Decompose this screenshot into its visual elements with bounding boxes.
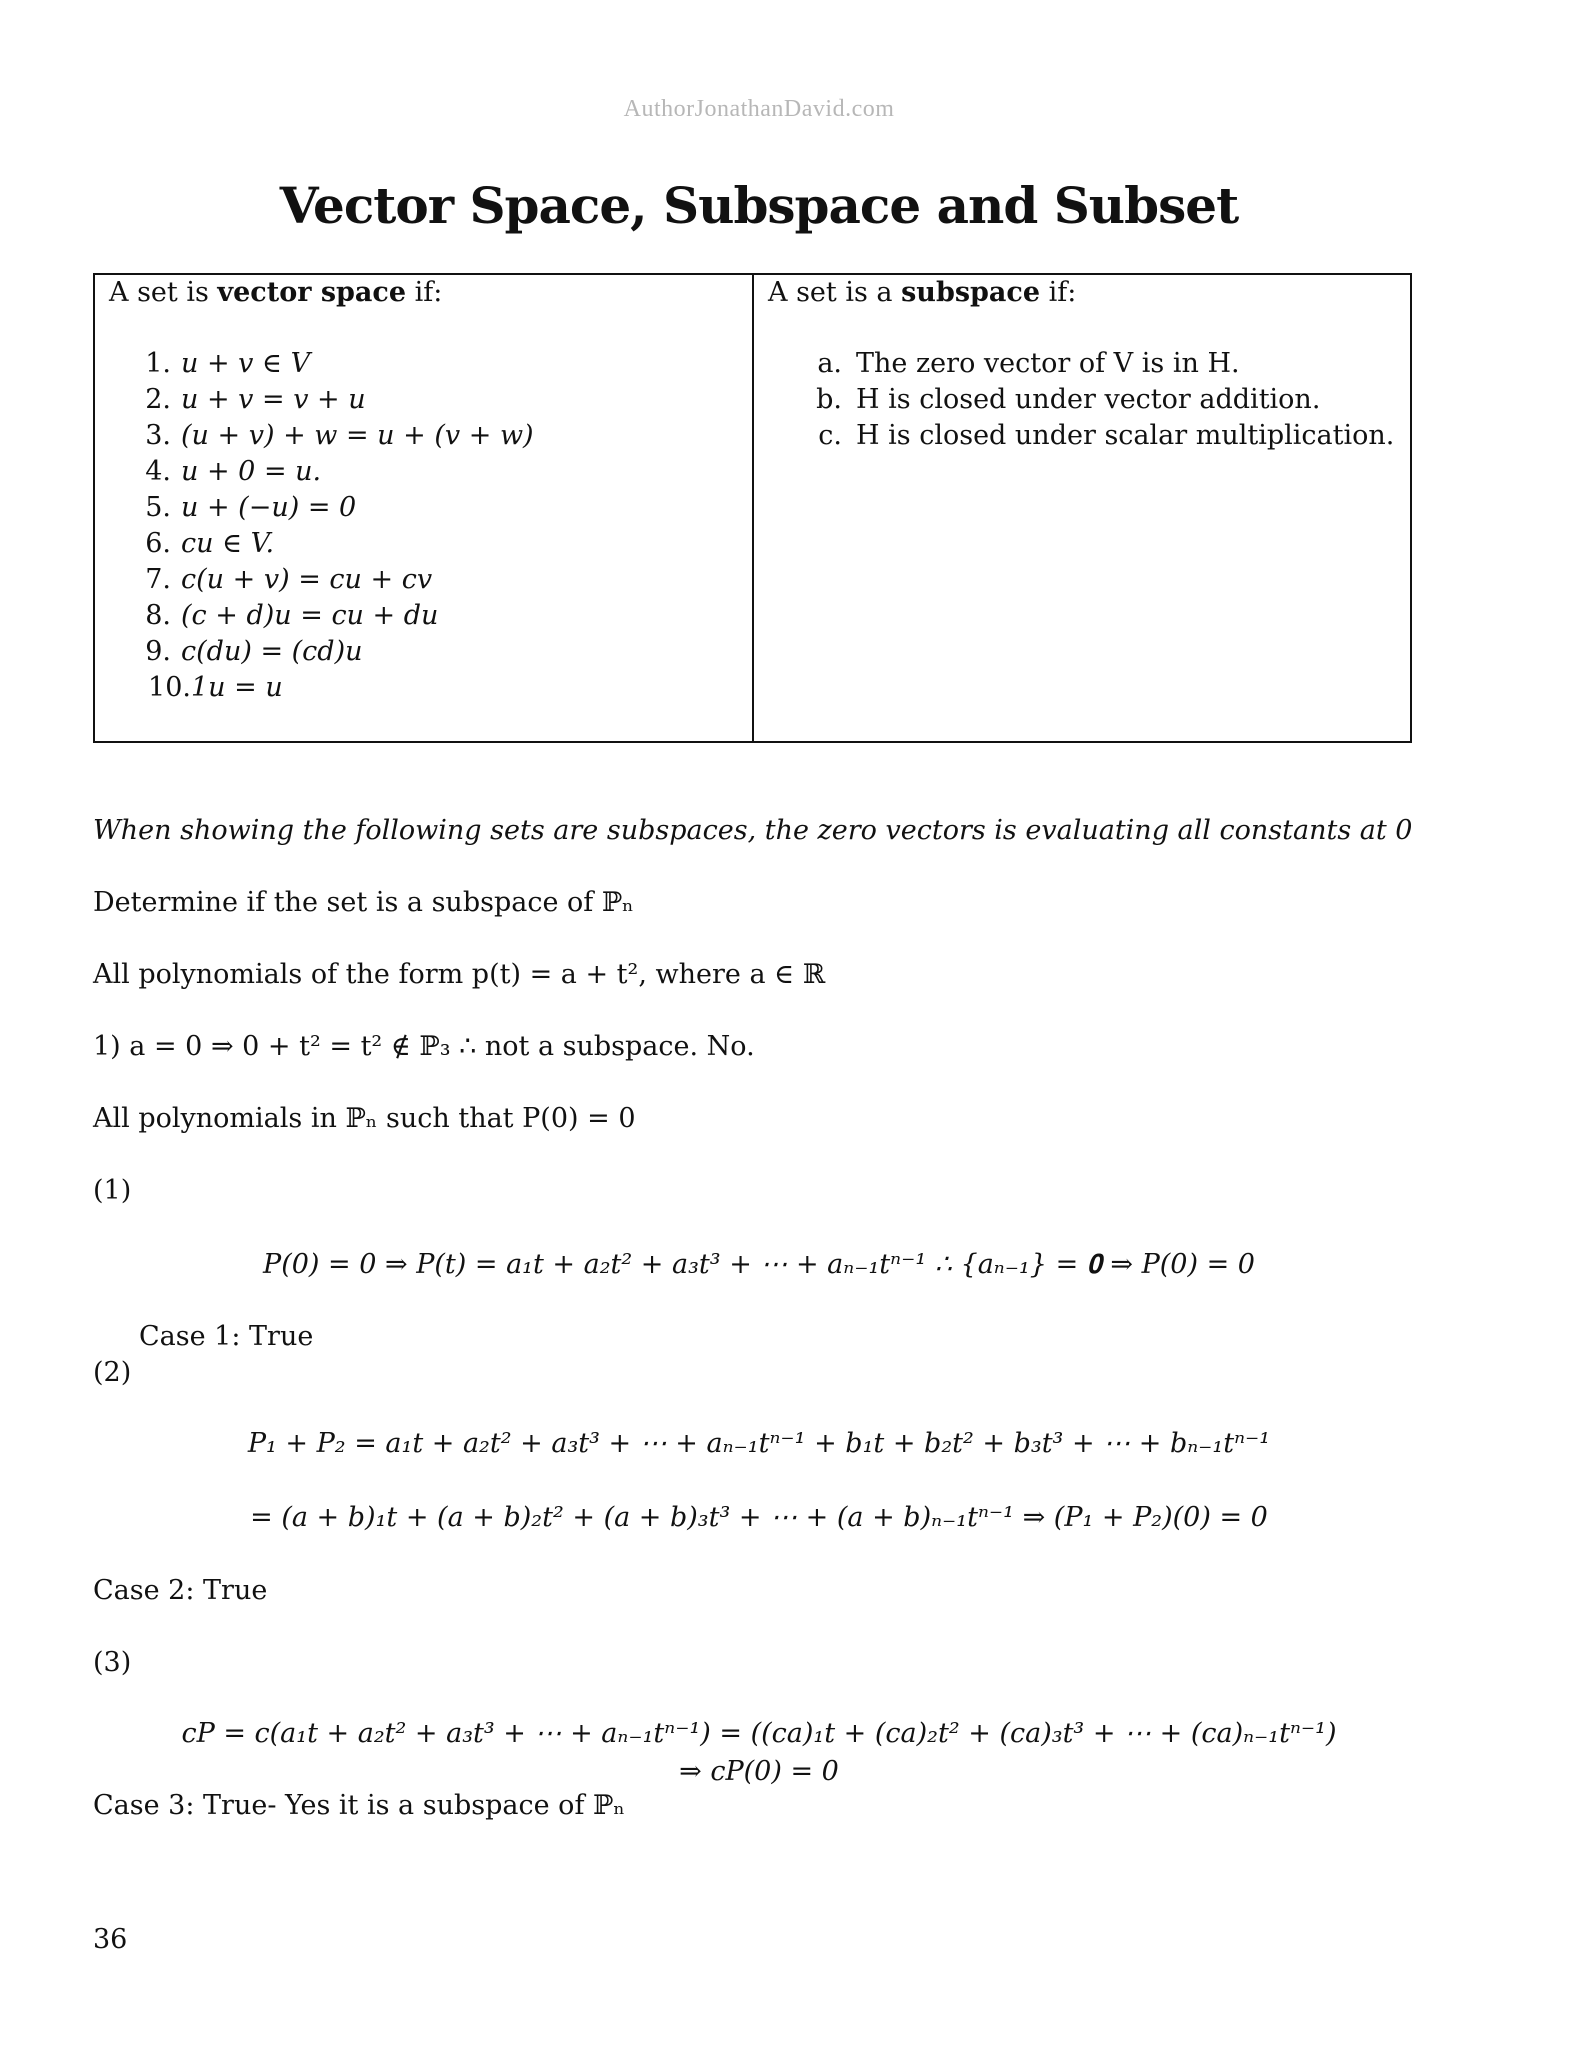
equation-2a: P₁ + P₂ = a₁t + a₂t² + a₃t³ + ⋯ + aₙ₋₁tⁿ⁻¹ + b₁t + b₂t² + b₃t³ + ⋯ + bₙ₋₁tⁿ⁻¹ bbox=[247, 1428, 1271, 1459]
axiom-list bbox=[109, 346, 738, 706]
list-item bbox=[109, 562, 738, 598]
label-2: (2) bbox=[93, 1357, 132, 1388]
poly-zero-text: All polynomials in ℙₙ such that P(0) = 0 bbox=[93, 1103, 636, 1134]
condition-text: The zero vector of V is in H. bbox=[856, 348, 1240, 379]
vector-space-heading bbox=[109, 277, 738, 308]
equation-1: P(0) = 0 ⇒ P(t) = a₁t + a₂t² + a₃t³ + ⋯ + aₙ₋₁tⁿ⁻¹ ∴ {aₙ₋₁} = 𝟎 ⇒ P(0) = 0 bbox=[263, 1249, 1255, 1280]
list-item bbox=[768, 382, 1396, 418]
axiom-expression: 1u = u bbox=[191, 672, 283, 703]
step-1-text: 1) a = 0 ⇒ 0 + t² = t² ∉ ℙ₃ ∴ not a subspace. No. bbox=[93, 1031, 755, 1062]
heading-post: if: bbox=[1040, 277, 1077, 308]
page-number: 36 bbox=[93, 1924, 128, 1955]
list-item bbox=[109, 346, 738, 382]
axiom-expression: u + v = v + u bbox=[181, 384, 366, 415]
list-item bbox=[768, 346, 1396, 382]
heading-bold: subspace bbox=[901, 277, 1041, 308]
heading-pre: A set is bbox=[109, 277, 218, 308]
site-header: AuthorJonathanDavid.com bbox=[623, 96, 895, 122]
list-item bbox=[109, 418, 738, 454]
list-item bbox=[109, 382, 738, 418]
item-number: 4. bbox=[145, 456, 171, 487]
list-item bbox=[109, 598, 738, 634]
item-number: 10. bbox=[148, 672, 191, 703]
subspace-heading bbox=[768, 277, 1396, 308]
equation-3b: ⇒ cP(0) = 0 bbox=[679, 1756, 839, 1787]
case-1-text: Case 1: True bbox=[139, 1321, 314, 1352]
list-item bbox=[109, 526, 738, 562]
label-1: (1) bbox=[93, 1175, 132, 1206]
note-text: When showing the following sets are subspaces, the zero vectors is evaluating all constants at 0 bbox=[93, 815, 1413, 846]
vector-space-column bbox=[95, 275, 754, 741]
list-item bbox=[109, 490, 738, 526]
heading-pre: A set is a bbox=[768, 277, 902, 308]
item-letter: a. bbox=[817, 348, 842, 379]
axiom-expression: (u + v) + w = u + (v + w) bbox=[181, 420, 534, 451]
item-number: 8. bbox=[145, 600, 171, 631]
item-number: 5. bbox=[145, 492, 171, 523]
equation-3a: cP = c(a₁t + a₂t² + a₃t³ + ⋯ + aₙ₋₁tⁿ⁻¹) = ((ca)₁t + (ca)₂t² + (ca)₃t³ + ⋯ + (ca)ₙ₋₁tⁿ⁻¹) bbox=[181, 1718, 1337, 1749]
list-item bbox=[109, 454, 738, 490]
determine-text: Determine if the set is a subspace of ℙₙ bbox=[93, 887, 634, 918]
definitions-table bbox=[93, 273, 1412, 743]
axiom-expression: u + v ∈ V bbox=[181, 348, 311, 379]
subspace-column bbox=[754, 275, 1410, 741]
item-letter: c. bbox=[818, 420, 842, 451]
list-item bbox=[109, 634, 738, 670]
equation-2b: = (a + b)₁t + (a + b)₂t² + (a + b)₃t³ + ⋯ + (a + b)ₙ₋₁tⁿ⁻¹ ⇒ (P₁ + P₂)(0) = 0 bbox=[250, 1502, 1268, 1533]
label-3: (3) bbox=[93, 1647, 132, 1678]
item-number: 7. bbox=[145, 564, 171, 595]
axiom-expression: (c + d)u = cu + du bbox=[181, 600, 439, 631]
item-number: 9. bbox=[145, 636, 171, 667]
list-item bbox=[768, 418, 1396, 454]
heading-bold: vector space bbox=[217, 277, 407, 308]
item-number: 6. bbox=[145, 528, 171, 559]
condition-text: H is closed under scalar multiplication. bbox=[856, 420, 1395, 451]
axiom-expression: u + (−u) = 0 bbox=[181, 492, 357, 523]
case-2-text: Case 2: True bbox=[93, 1575, 268, 1606]
poly-form-text: All polynomials of the form p(t) = a + t², where a ∈ ℝ bbox=[93, 959, 826, 990]
item-letter: b. bbox=[816, 384, 842, 415]
axiom-expression: cu ∈ V. bbox=[181, 528, 275, 559]
condition-text: H is closed under vector addition. bbox=[856, 384, 1321, 415]
axiom-expression: c(u + v) = cu + cv bbox=[181, 564, 433, 595]
axiom-expression: c(du) = (cd)u bbox=[181, 636, 363, 667]
item-number: 2. bbox=[145, 384, 171, 415]
heading-post: if: bbox=[406, 277, 443, 308]
item-number: 3. bbox=[145, 420, 171, 451]
condition-list bbox=[768, 346, 1396, 454]
axiom-expression: u + 0 = u. bbox=[181, 456, 322, 487]
item-number: 1. bbox=[145, 348, 171, 379]
page-title: Vector Space, Subspace and Subset bbox=[279, 176, 1239, 235]
list-item bbox=[109, 670, 738, 706]
case-3-text: Case 3: True- Yes it is a subspace of ℙₙ bbox=[93, 1790, 625, 1821]
